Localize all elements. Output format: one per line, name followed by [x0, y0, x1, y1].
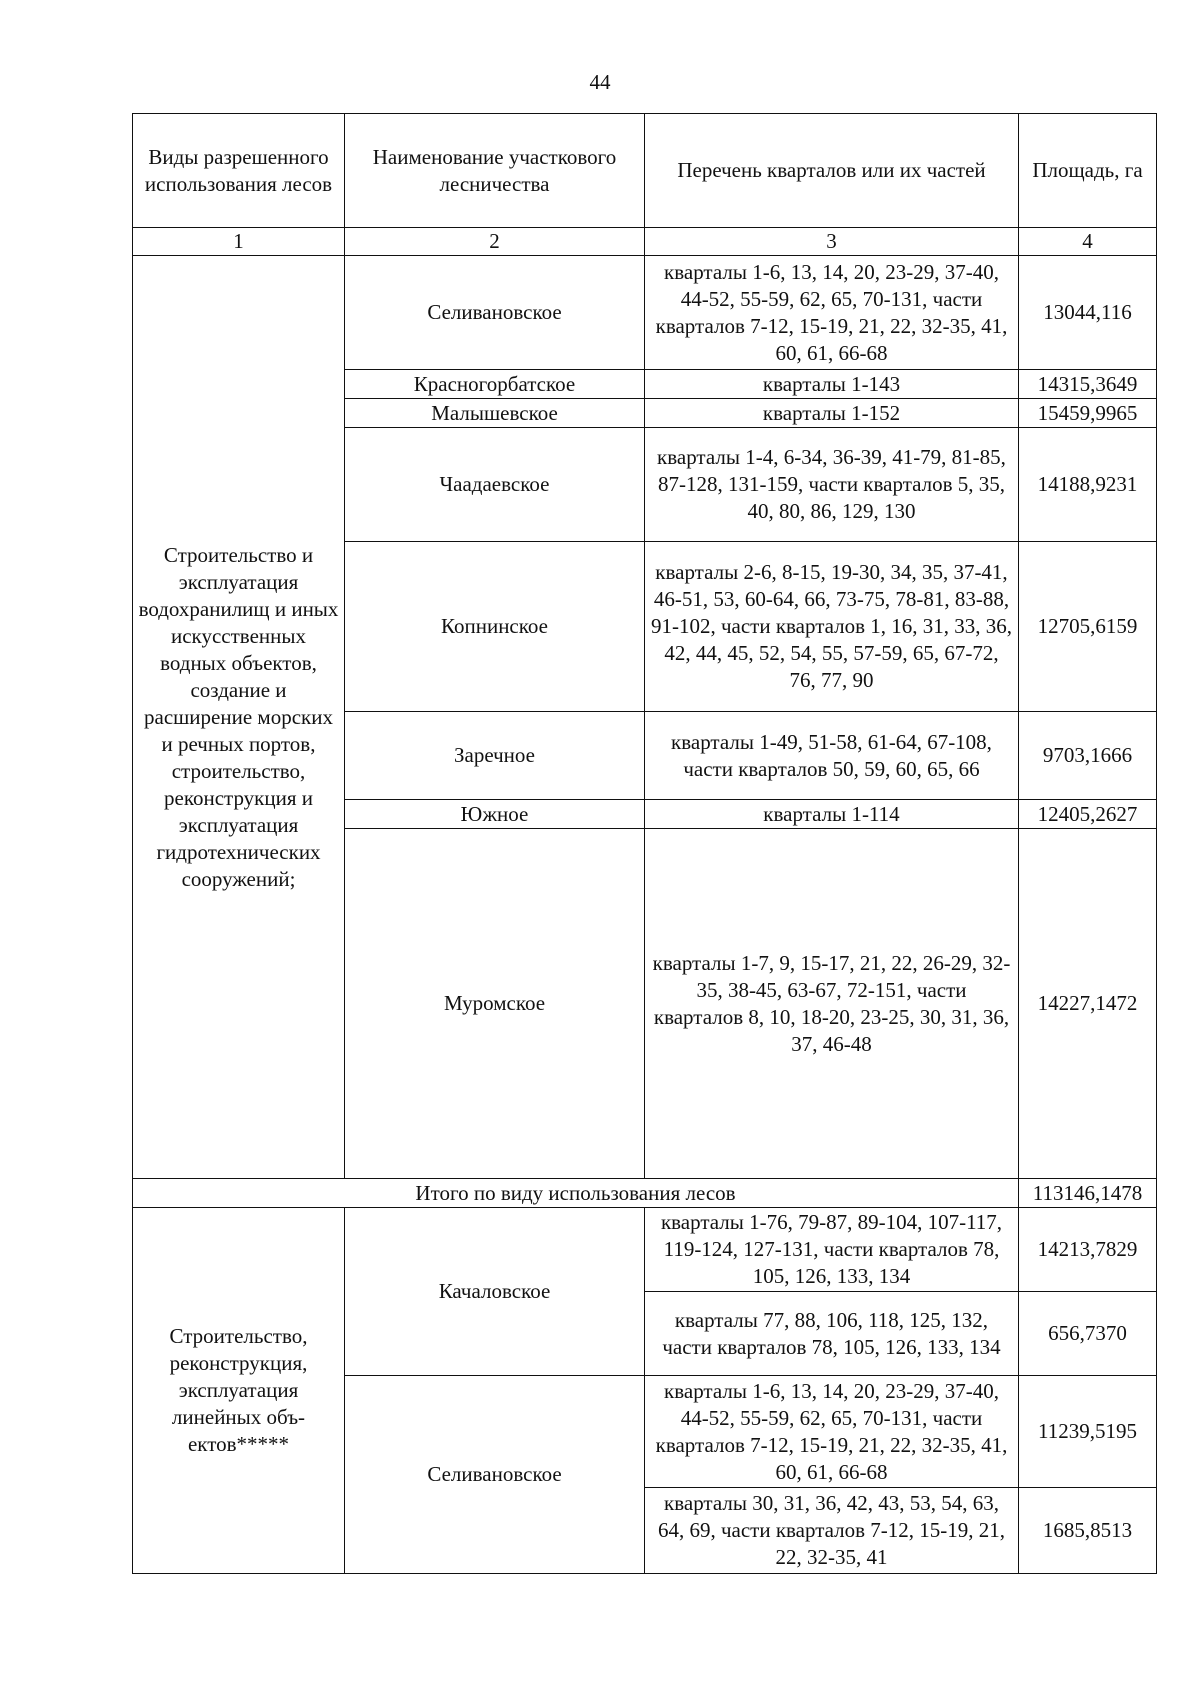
column-number: 3	[645, 228, 1019, 256]
area-cell: 14315,3649	[1019, 370, 1157, 399]
use-type-cell: Строительство и эксплуатация водохранилищ и иных искусственных водных объектов, создание и расширение морских и речных портов, строительство, реконструкция и эксплуатация гидротехнических сооружений;	[133, 256, 345, 1179]
quarters-cell: кварталы 77, 88, 106, 118, 125, 132, части кварталов 78, 105, 126, 133, 134	[645, 1292, 1019, 1376]
header-quarters: Перечень кварталов или их частей	[645, 114, 1019, 228]
area-cell: 1685,8513	[1019, 1488, 1157, 1574]
quarters-cell: кварталы 30, 31, 36, 42, 43, 53, 54, 63, 64, 69, части кварталов 7-12, 15-19, 21, 22, 32-35, 41	[645, 1488, 1019, 1574]
area-cell: 14213,7829	[1019, 1208, 1157, 1292]
area-cell: 11239,5195	[1019, 1376, 1157, 1488]
total-label: Итого по виду использования лесов	[133, 1179, 1019, 1208]
forestry-cell: Чаадаевское	[345, 428, 645, 542]
header-use-type: Виды разрешенного использования лесов	[133, 114, 345, 228]
quarters-cell: кварталы 2-6, 8-15, 19-30, 34, 35, 37-41, 46-51, 53, 60-64, 66, 73-75, 78-81, 83-88, 91-102, части кварталов 1, 16, 31, 33, 36, 42, 44, 45, 52, 54, 55, 57-59, 65, 67-72, 76, 77, 90	[645, 542, 1019, 712]
header-row	[133, 114, 1157, 228]
use-type-cell: Строительство, реконструкция, эксплуатация линейных объ-ектов*****	[133, 1208, 345, 1574]
header-forestry: Наименование участкового лесничества	[345, 114, 645, 228]
quarters-cell: кварталы 1-7, 9, 15-17, 21, 22, 26-29, 32-35, 38-45, 63-67, 72-151, части кварталов 8, 10, 18-20, 23-25, 30, 31, 36, 37, 46-48	[645, 829, 1019, 1179]
quarters-cell: кварталы 1-76, 79-87, 89-104, 107-117, 119-124, 127-131, части кварталов 78, 105, 126, 133, 134	[645, 1208, 1019, 1292]
quarters-cell: кварталы 1-6, 13, 14, 20, 23-29, 37-40, 44-52, 55-59, 62, 65, 70-131, части кварталов 7-12, 15-19, 21, 22, 32-35, 41, 60, 61, 66-68	[645, 256, 1019, 370]
column-number: 2	[345, 228, 645, 256]
forestry-cell: Селивановское	[345, 1376, 645, 1574]
area-cell: 15459,9965	[1019, 399, 1157, 428]
forestry-cell: Малышевское	[345, 399, 645, 428]
area-cell: 656,7370	[1019, 1292, 1157, 1376]
area-cell: 12705,6159	[1019, 542, 1157, 712]
column-number: 4	[1019, 228, 1157, 256]
total-value: 113146,1478	[1019, 1179, 1157, 1208]
forest-use-table	[132, 113, 1157, 1574]
forestry-cell: Копнинское	[345, 542, 645, 712]
quarters-cell: кварталы 1-152	[645, 399, 1019, 428]
forestry-cell: Качаловское	[345, 1208, 645, 1376]
quarters-cell: кварталы 1-114	[645, 800, 1019, 829]
area-cell: 12405,2627	[1019, 800, 1157, 829]
header-area: Площадь, га	[1019, 114, 1157, 228]
quarters-cell: кварталы 1-143	[645, 370, 1019, 399]
column-number-row	[133, 228, 1157, 256]
column-number: 1	[133, 228, 345, 256]
forestry-cell: Красногорбатское	[345, 370, 645, 399]
forestry-cell: Селивановское	[345, 256, 645, 370]
page-number: 44	[589, 70, 611, 94]
table-row	[133, 1208, 1157, 1292]
quarters-cell: кварталы 1-6, 13, 14, 20, 23-29, 37-40, 44-52, 55-59, 62, 65, 70-131, части кварталов 7-12, 15-19, 21, 22, 32-35, 41, 60, 61, 66-68	[645, 1376, 1019, 1488]
quarters-cell: кварталы 1-49, 51-58, 61-64, 67-108, части кварталов 50, 59, 60, 65, 66	[645, 712, 1019, 800]
forestry-cell: Заречное	[345, 712, 645, 800]
forestry-cell: Муромское	[345, 829, 645, 1179]
quarters-cell: кварталы 1-4, 6-34, 36-39, 41-79, 81-85, 87-128, 131-159, части кварталов 5, 35, 40, 80, 86, 129, 130	[645, 428, 1019, 542]
area-cell: 14188,9231	[1019, 428, 1157, 542]
forestry-cell: Южное	[345, 800, 645, 829]
table-row	[133, 256, 1157, 370]
total-row	[133, 1179, 1157, 1208]
area-cell: 14227,1472	[1019, 829, 1157, 1179]
area-cell: 9703,1666	[1019, 712, 1157, 800]
area-cell: 13044,116	[1019, 256, 1157, 370]
